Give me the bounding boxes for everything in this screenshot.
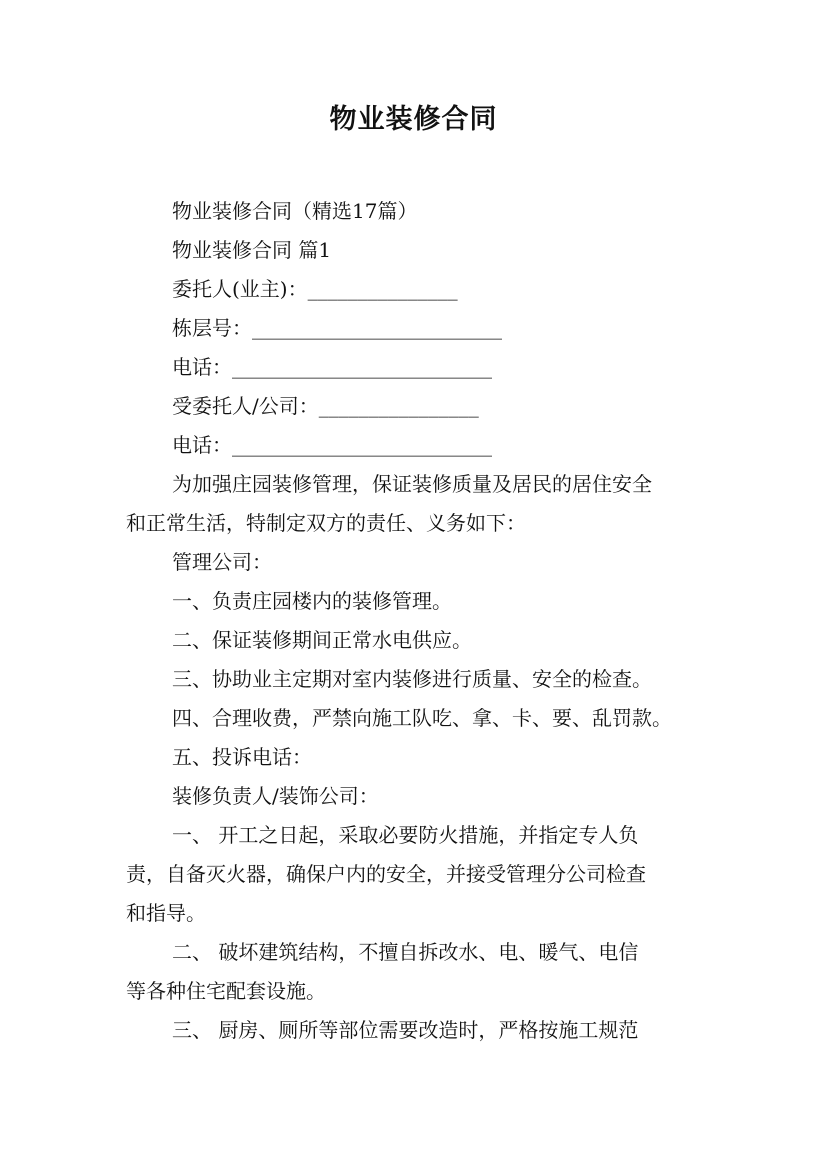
contractor-item-line: 等各种住宅配套设施。 [126,979,326,1003]
intro-paragraph-line-2: 和正常生活，特制定双方的责任、义务如下： [126,511,526,535]
management-item: 二、保证装修期间正常水电供应。 [172,628,472,652]
field-blank-line: _________________________ [252,316,502,340]
contractor-item-line: 三、 厨房、厕所等部位需要改造时，严格按施工规范 [172,1018,639,1042]
field-label: 电话： [172,355,232,379]
field-blank-line: __________________________ [232,355,492,379]
management-item: 三、协助业主定期对室内装修进行质量、安全的检查。 [172,667,652,691]
field-phone-client [172,355,492,379]
field-label: 栋层号： [172,316,252,340]
field-blank-line: __________________________ [232,433,492,457]
contractor-item-line: 和指导。 [126,901,206,925]
field-client [172,277,458,301]
field-contractor [172,394,479,418]
management-item: 四、合理收费，严禁向施工队吃、拿、卡、要、乱罚款。 [172,706,672,730]
field-blank-line: ________________ [318,394,479,418]
management-heading: 管理公司： [172,550,272,574]
field-building-floor [172,316,502,340]
intro-paragraph-line-1: 为加强庄园装修管理，保证装修质量及居民的居住安全 [172,472,652,496]
management-item: 一、负责庄园楼内的装修管理。 [172,589,452,613]
document-subtitle: 物业装修合同（精选17篇） [172,199,418,223]
field-phone-contractor [172,433,492,457]
contractor-item-line: 一、 开工之日起，采取必要防火措施，并指定专人负 [172,823,639,847]
chapter-heading: 物业装修合同 篇1 [172,238,332,262]
contractor-heading: 装修负责人/装饰公司： [172,784,379,808]
contractor-item-line: 责，自备灭火器，确保户内的安全，并接受管理分公司检查 [126,862,646,886]
management-item: 五、投诉电话： [172,745,312,769]
field-label: 电话： [172,433,232,457]
field-label: 受委托人/公司： [172,394,319,418]
field-label: 委托人(业主)： [172,277,308,301]
document-title: 物业装修合同 [329,104,498,135]
field-blank-line: _______________ [307,277,458,301]
contractor-item-line: 二、 破坏建筑结构，不擅自拆改水、电、暖气、电信 [172,940,639,964]
